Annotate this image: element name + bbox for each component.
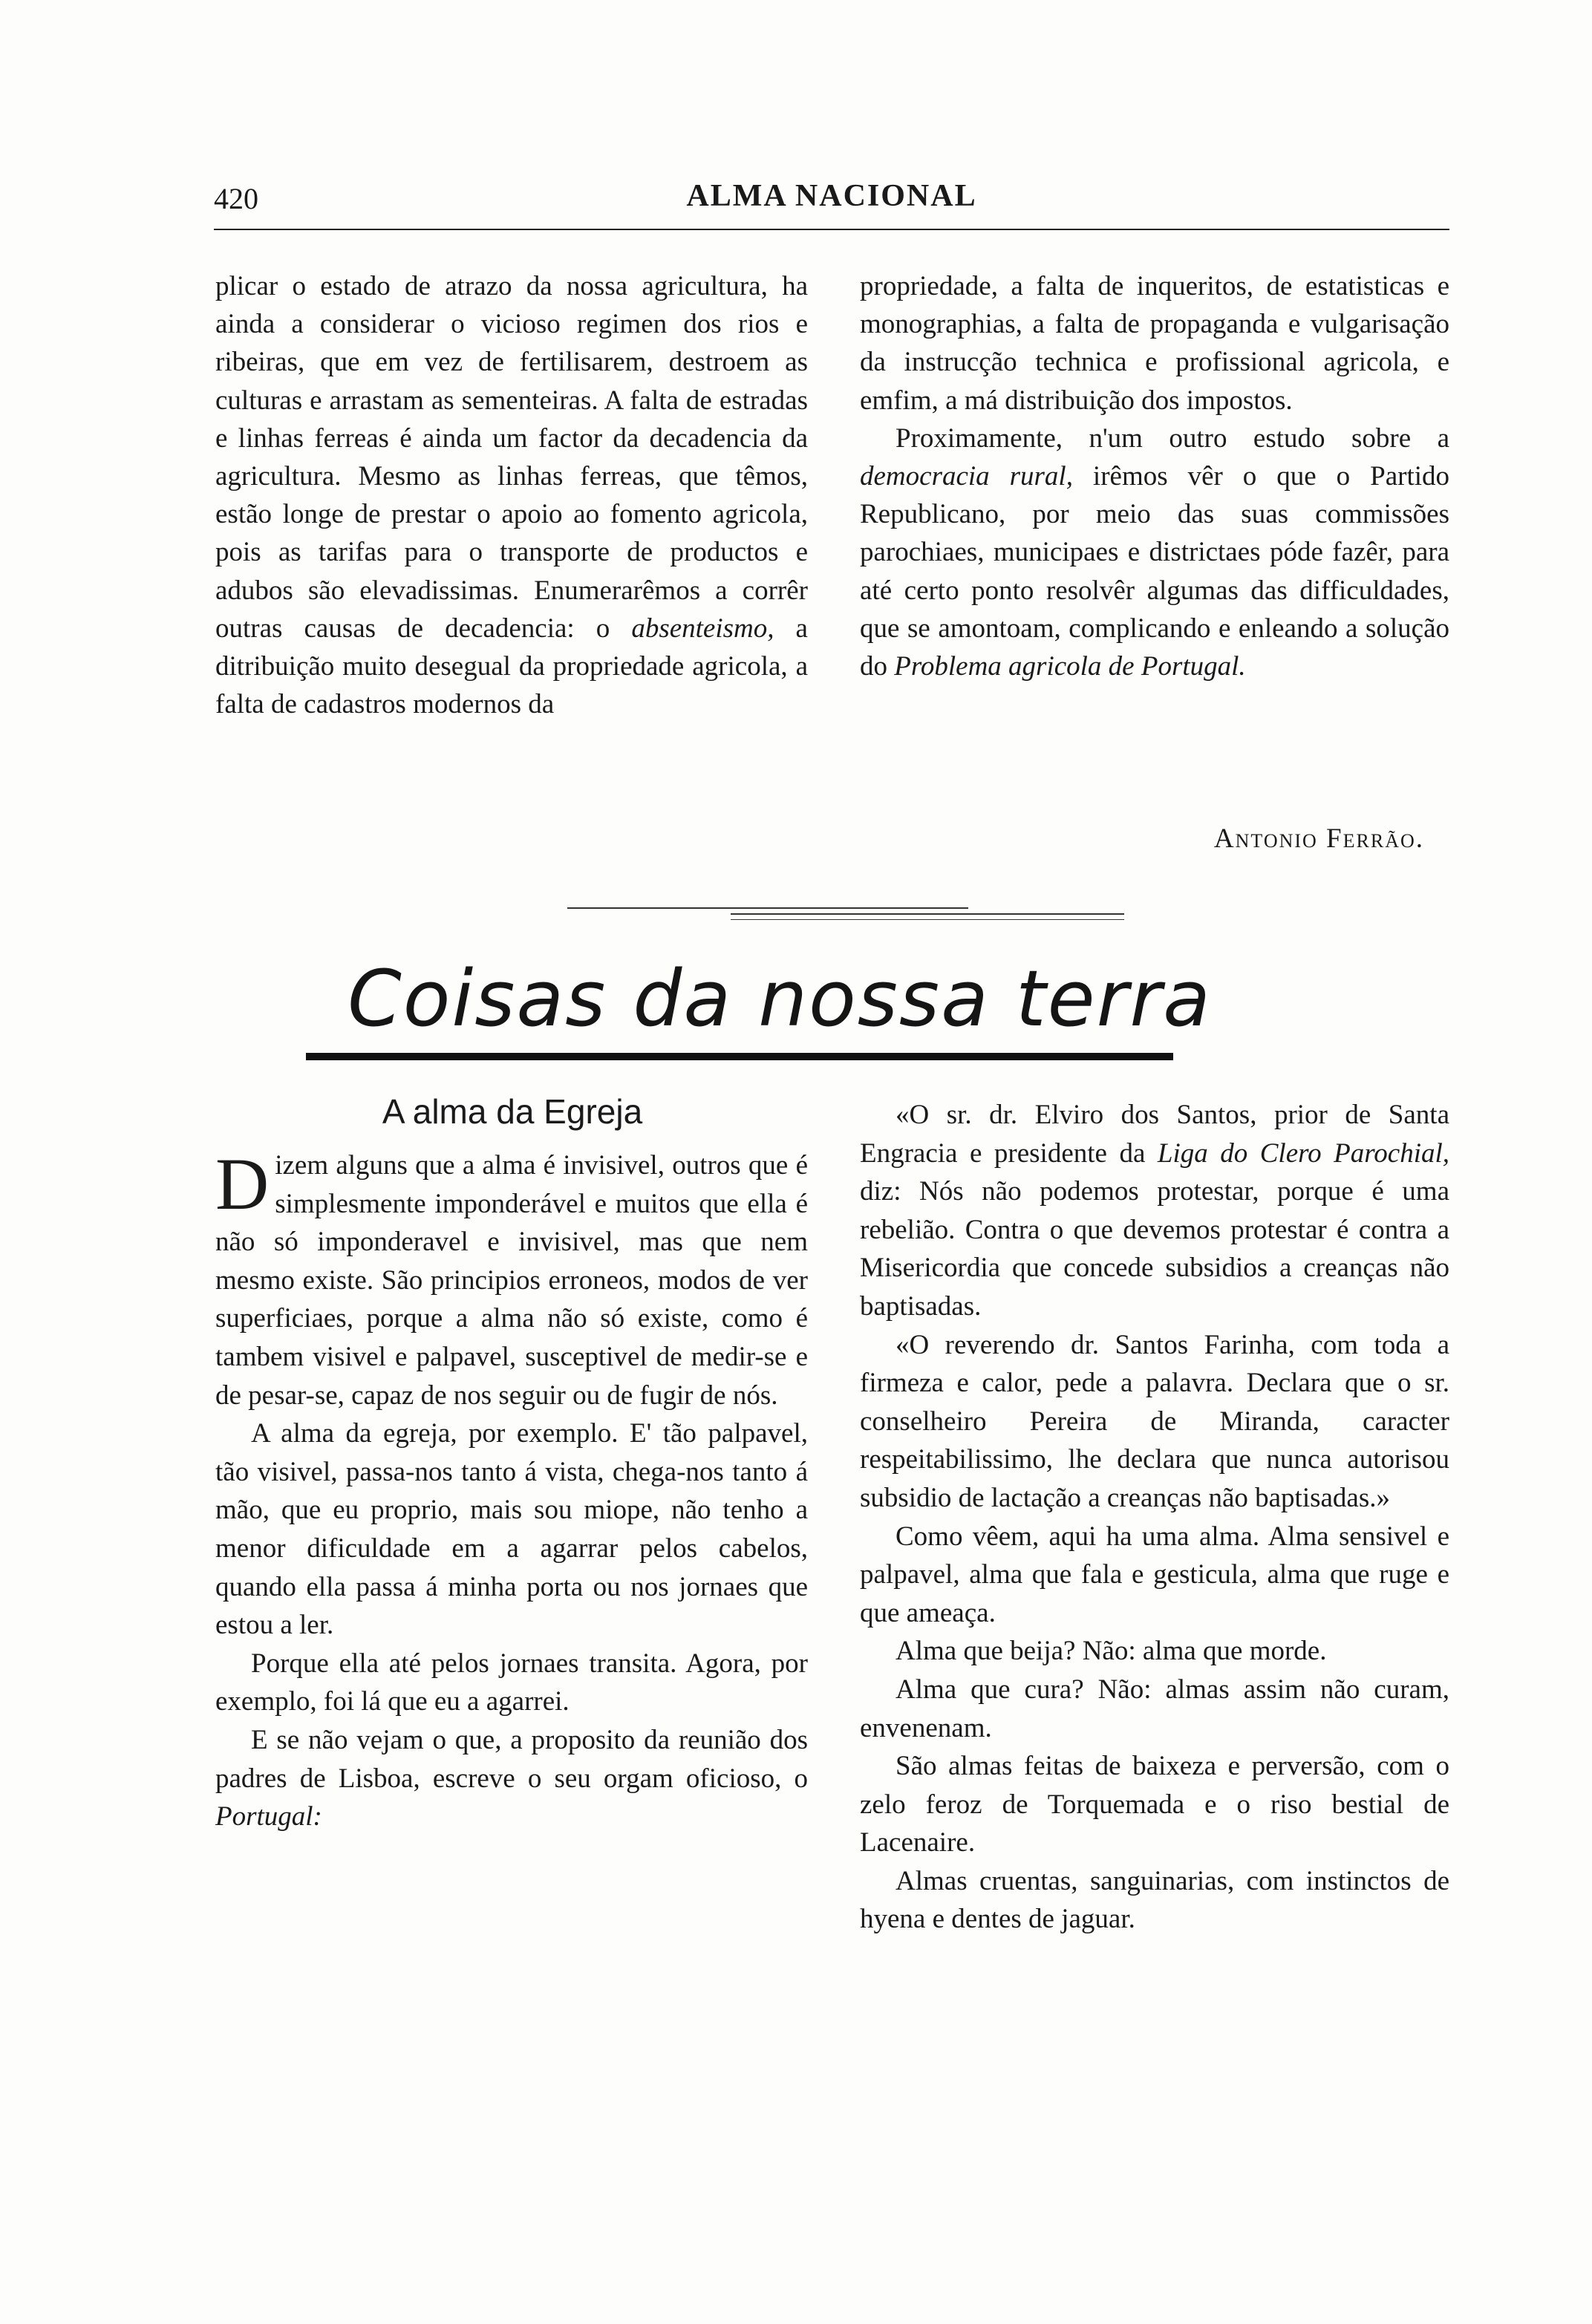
emphasis: Portugal: — [215, 1801, 322, 1832]
article2-paragraph: Porque ella até pelos jornaes transita. Agora, por exemplo, foi lá que eu a agarrei. — [215, 1648, 808, 1717]
emphasis: Liga do Clero Parochial, — [1157, 1137, 1449, 1169]
running-title: ALMA NACIONAL — [686, 179, 977, 213]
article2-column-left — [215, 1143, 808, 1836]
drop-cap: D — [215, 1143, 270, 1225]
article1-paragraph: plicar o estado de atrazo da nossa agricultura, ha ainda a considerar o vicioso regimen dos rios e ribeiras, que em vez de fertilisarem, destroem as culturas e arrastam as sementeiras. A falta de estradas e linhas ferreas é ainda um factor da decadencia da agricultura. Mesmo as linhas ferreas, que têmos, estão longe de prestar o apoio ao fomento agricola, pois as tarifas para o transporte de productos e adubos são elevadissimas. Enumerarêmos a corrêr outras causas de decadencia: o absenteismo, a ditribuição muito desegual da propriedade agricola, a falta de cadastros modernos da — [215, 271, 808, 720]
page-number: 420 — [214, 182, 258, 215]
article1-column-right — [860, 267, 1449, 685]
separator-line — [731, 919, 1124, 920]
separator-line — [567, 907, 968, 909]
article1-paragraph: Proximamente, n'um outro estudo sobre a democracia rural, irêmos vêr o que o Partido Republicano, por meio das suas commissões parochiaes, municipaes e districtaes póde fazêr, para até certo ponto resolvêr algumas das difficuldades, que se amontoam, complicando e enleando a solução do Problema agricola de Portugal. — [860, 422, 1450, 682]
article1-column-left — [215, 267, 808, 723]
article2-paragraph: Dizem alguns que a alma é invisivel, outros que é simplesmente imponderável e muitos que ella é não só imponderavel e invisivel, mas que nem mesmo existe. São principios erroneos, modos de ver superficiaes, porque a alma não só existe, como é tambem visivel e palpavel, susceptivel de medir-se e de pesar-se, capaz de nos seguir ou de fugir de nós. — [215, 1143, 808, 1411]
emphasis: absenteismo, — [631, 613, 774, 644]
emphasis: Problema agricola de Portugal. — [894, 651, 1246, 682]
article2-paragraph: Como vêem, aqui ha uma alma. Alma sensivel e palpavel, alma que fala e gesticula, alma que ruge e que ameaça. — [860, 1521, 1449, 1628]
article2-column-right — [860, 1096, 1449, 1939]
section-title: Coisas da nossa terra — [348, 953, 1212, 1044]
article2-paragraph: «O reverendo dr. Santos Farinha, com toda a firmeza e calor, pede a palavra. Declara que o sr. conselheiro Pereira de Miranda, caracter respeitabilissimo, lhe declara que nunca autorisou subsidio de lactação a creanças não baptisadas.» — [860, 1329, 1449, 1513]
article2-paragraph: E se não vejam o que, a proposito da reunião dos padres de Lisboa, escreve o seu orgam oficioso, o Portugal: — [215, 1724, 808, 1832]
section-separator — [567, 903, 1124, 925]
article2-paragraph: Almas cruentas, sanguinarias, com instinctos de hyena e dentes de jaguar. — [860, 1865, 1449, 1935]
article1-paragraph: propriedade, a falta de inqueritos, de estatisticas e monographias, a falta de propaganda e vulgarisação da instrucção technica e profissional agricola, e emfim, a má distribuição dos impostos. — [860, 271, 1449, 416]
title-underline — [306, 1053, 1173, 1060]
running-header — [214, 181, 1449, 230]
article2-paragraph: «O sr. dr. Elviro dos Santos, prior de Santa Engracia e presidente da Liga do Clero Parochial, diz: Nós não podemos protestar, porque é uma rebelião. Contra o que devemos protestar é contra a Misericordia que concede subsidios a creanças não baptisadas. — [860, 1100, 1449, 1322]
article2-paragraph: Alma que cura? Não: almas assim não curam, envenenam. — [860, 1674, 1449, 1743]
article2-paragraph: São almas feitas de baixeza e perversão, com o zelo feroz de Torquemada e o riso bestial de Lacenaire. — [860, 1751, 1449, 1858]
separator-line — [731, 913, 1124, 915]
article-subheading: A alma da Egreja — [382, 1092, 643, 1131]
author-signature: Antonio Ferrão. — [1213, 823, 1424, 854]
article2-paragraph: Alma que beija? Não: alma que morde. — [896, 1636, 1327, 1667]
article2-paragraph: A alma da egreja, por exemplo. E' tão palpavel, tão visivel, passa-nos tanto á vista, chega-nos tanto á mão, que eu proprio, mais sou miope, não tenho a menor dificuldade em a agarrar pelos cabelos, quando ella passa á minha porta ou nos jornaes que estou a ler. — [215, 1418, 808, 1641]
emphasis: democracia rural, — [860, 461, 1073, 492]
